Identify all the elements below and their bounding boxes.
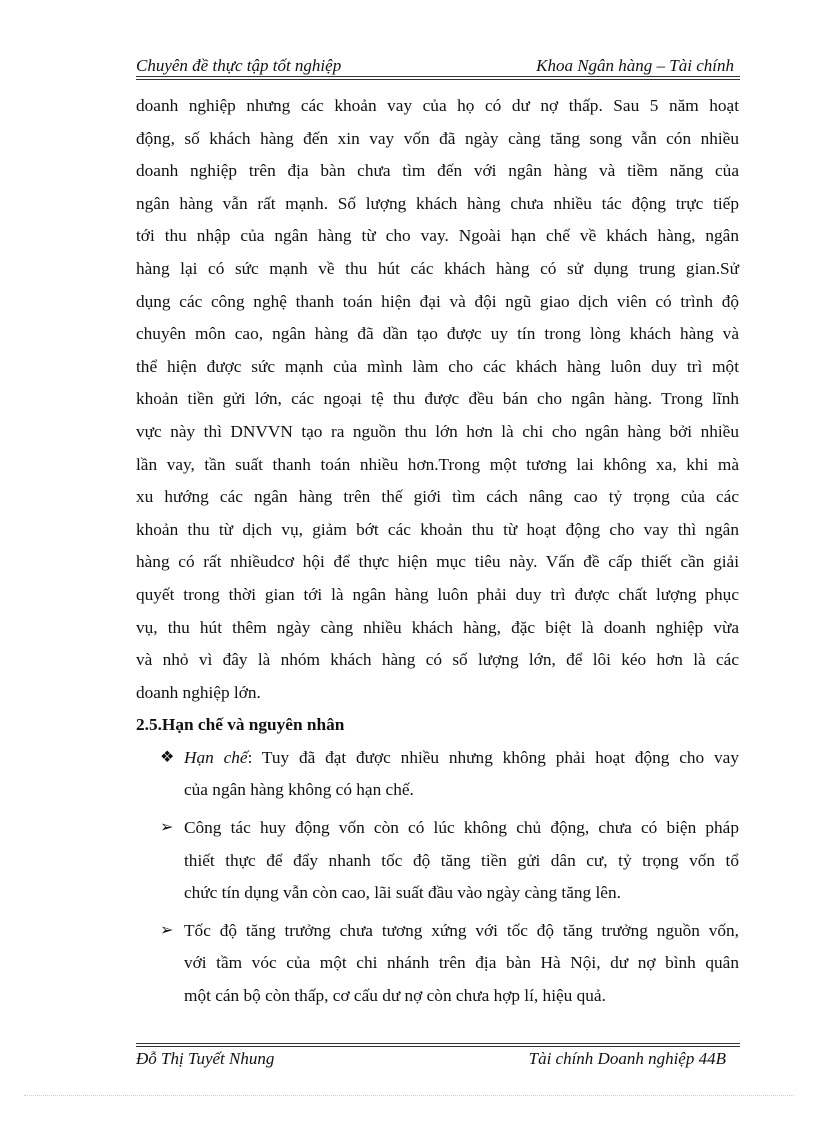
paragraph-line: vụ, thu hút thêm ngày càng nhiều khách hàng, đặc biệt là doanh nghiệp vừa [136,617,739,637]
paragraph-line: khoản tiền gửi lớn, các ngoại tệ thu được đều bán cho ngân hàng. Trong lĩnh [136,389,739,409]
paragraph-line: doanh nghiệp lớn. [136,682,261,702]
paragraph-line: tới thu nhập của ngân hàng từ cho vay. Ngoài hạn chế về khách hàng, ngân [136,226,739,246]
paragraph-line: doanh nghiệp trên địa bàn chưa tìm đến với ngân hàng và tiềm năng của [136,161,739,181]
list-item-line: với tầm vóc của một chi nhánh trên địa bàn Hà Nội, dư nợ bình quân [184,953,739,973]
paragraph-line: lần vay, tần suất thanh toán nhiều hơn.Trong một tương lai không xa, khi mà [136,454,739,474]
list-item-line [184,742,739,775]
paragraph-line: động, số khách hàng đến xin vay vốn đã ngày càng tăng song vẫn cón nhiều [136,128,739,148]
paragraph-line: hàng lại có sức mạnh về thu hút các khách hàng có sử dụng trung gian.Sử [136,258,739,278]
page-body [136,90,739,1013]
paragraph-line: ngân hàng vẫn rất mạnh. Số lượng khách hàng chưa nhiều tác động trực tiếp [136,193,739,213]
page-edge-dotted-line [24,1095,794,1096]
paragraph-line: doanh nghiệp nhưng các khoản vay của họ có dư nợ thấp. Sau 5 năm hoạt [136,96,739,115]
body-paragraph [136,90,739,709]
list-item-line: của ngân hàng không có hạn chế. [184,780,414,800]
paragraph-line: khoản thu từ dịch vụ, giảm bớt các khoản thu từ hoạt động cho vay thì ngân [136,519,739,539]
footer-author: Đỗ Thị Tuyết Nhung [136,1049,275,1068]
list-item [136,812,739,910]
list-item-text: : Tuy đã đạt được nhiều nhưng không phải hoạt động cho vay [247,747,739,767]
list-item [136,915,739,1013]
paragraph-line: vực này thì DNVVN tạo ra nguồn thu lớn hơn là chi cho ngân hàng bởi nhiều [136,421,739,441]
list-item-line: một cán bộ còn thấp, cơ cấu dư nợ còn chưa hợp lí, hiệu quả. [184,986,606,1006]
page-header [136,53,740,77]
list-item-limitation [136,742,739,807]
paragraph-line: dụng các công nghệ thanh toán hiện đại và đội ngũ giao dịch viên có trình độ [136,291,739,311]
diamond-bullet-icon: ❖ [160,748,175,766]
arrow-bullet-icon: ➢ [160,819,174,837]
paragraph-line: quyết trong thời gian tới là ngân hàng luôn phải duy trì được chất lượng phục [136,584,739,604]
header-right-text: Khoa Ngân hàng – Tài chính [536,56,734,75]
paragraph-line: xu hướng các ngân hàng trên thế giới tìm cách nâng cao tỷ trọng của các [136,487,739,507]
list-item-line: chức tín dụng vẫn còn cao, lãi suất đầu vào ngày càng tăng lên. [184,883,621,903]
header-divider [136,76,740,80]
paragraph-line: chuyên môn cao, ngân hàng đã dần tạo được uy tín trong lòng khách hàng và [136,324,739,344]
paragraph-line: thể hiện được sức mạnh của mình làm cho các khách hàng luôn duy trì một [136,356,739,376]
section-heading: 2.5.Hạn chế và nguyên nhân [136,715,345,735]
header-left-text: Chuyên đề thực tập tốt nghiệp [136,56,342,75]
page-footer [136,1049,740,1073]
italic-lead-term: Hạn chế [184,747,248,767]
list-item-line: Tốc độ tăng trưởng chưa tương xứng với tốc độ tăng trưởng nguồn vốn, [184,920,739,940]
paragraph-line: hàng có rất nhiềudcơ hội để thực hiện mục tiêu này. Vấn đề cấp thiết cần giải [136,552,739,572]
list-item-line: thiết thực để đẩy nhanh tốc độ tăng tiền gửi dân cư, tỷ trọng vốn tổ [184,850,739,870]
list-item-line: Công tác huy động vốn còn có lúc không chủ động, chưa có biện pháp [184,818,739,838]
footer-class: Tài chính Doanh nghiệp 44B [528,1049,726,1068]
paragraph-line: và nhỏ vì đây là nhóm khách hàng có số lượng lớn, để lôi kéo hơn là các [136,650,739,670]
footer-divider [136,1043,740,1047]
arrow-bullet-icon: ➢ [160,921,174,939]
